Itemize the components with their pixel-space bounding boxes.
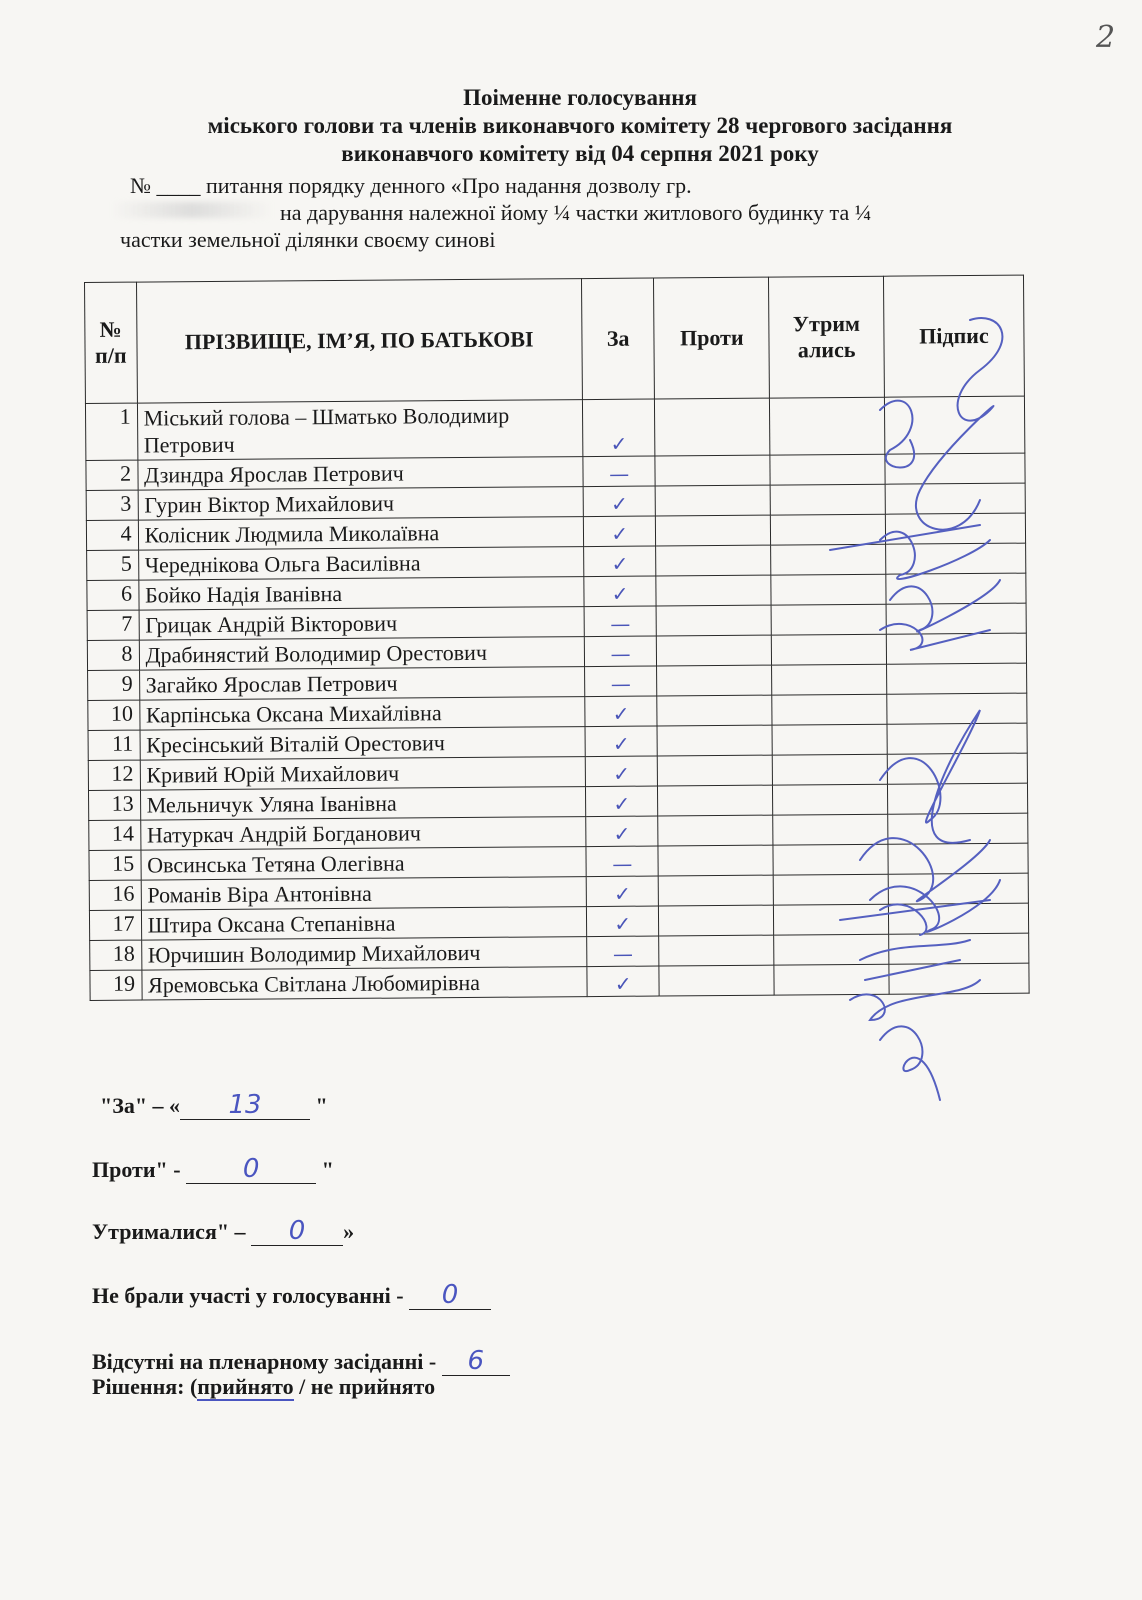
row-against <box>657 665 772 696</box>
row-name: Гурин Віктор Михайлович <box>138 487 584 520</box>
row-name: Яремовська Світлана Любомирівна <box>141 967 587 1000</box>
summary-not-voting-field <box>409 1282 491 1310</box>
row-vote-mark: ✓ <box>582 399 655 457</box>
row-name: Кресінський Віталій Орестович <box>140 727 586 760</box>
col-abstain: Утрим ались <box>769 276 885 398</box>
col-number: № п/п <box>85 282 138 403</box>
row-abstain <box>772 664 887 695</box>
row-abstain <box>772 634 887 665</box>
row-signature <box>887 723 1027 754</box>
row-number: 15 <box>89 850 141 880</box>
summary-for-label: "За" – « <box>100 1093 181 1118</box>
summary-for-value: 13 <box>228 1090 262 1120</box>
summary-absent-label: Відсутні на пленарному засіданні - <box>92 1349 442 1374</box>
summary-abstain-field <box>251 1218 343 1246</box>
row-vote-mark: — <box>587 936 660 967</box>
row-number: 14 <box>89 820 141 850</box>
col-against: Проти <box>654 277 770 399</box>
row-number: 6 <box>87 580 139 610</box>
row-signature <box>886 663 1026 694</box>
summary-against-label: Проти" - <box>92 1157 187 1182</box>
row-number: 13 <box>88 790 140 820</box>
row-signature <box>888 873 1028 904</box>
row-against <box>656 545 771 576</box>
row-abstain <box>771 544 886 575</box>
row-against <box>658 845 773 876</box>
row-signature <box>886 573 1026 604</box>
row-against <box>657 635 772 666</box>
summary-decision-accepted: прийнято <box>197 1374 294 1399</box>
row-abstain <box>772 724 887 755</box>
row-against <box>655 455 770 486</box>
row-against <box>659 965 774 996</box>
row-number: 5 <box>87 550 139 580</box>
row-name: Юрчишин Володимир Михайлович <box>141 937 587 970</box>
row-abstain <box>774 904 889 935</box>
row-name: Мельничук Уляна Іванівна <box>140 787 586 820</box>
row-number: 17 <box>89 910 141 940</box>
summary-not-voting-label: Не брали участі у голосуванні - <box>92 1283 410 1308</box>
summary-abstain-end: » <box>343 1219 355 1244</box>
row-name: Карпінська Оксана Михайлівна <box>139 697 585 730</box>
col-signature: Підпис <box>883 275 1024 397</box>
row-name: Овсинська Тетяна Олегівна <box>141 847 587 880</box>
row-number: 10 <box>88 700 140 730</box>
row-against <box>656 485 771 516</box>
row-signature <box>888 843 1028 874</box>
row-abstain <box>771 514 886 545</box>
row-abstain <box>773 874 888 905</box>
table-row <box>90 963 1029 1000</box>
row-signature <box>888 813 1028 844</box>
summary-abstain-label: Утрималися" – <box>92 1219 252 1244</box>
row-number: 16 <box>89 880 141 910</box>
row-against <box>655 398 770 456</box>
row-abstain <box>771 604 886 635</box>
row-number: 4 <box>86 520 138 550</box>
row-abstain <box>772 754 887 785</box>
row-vote-mark: ✓ <box>586 876 659 907</box>
row-abstain <box>773 784 888 815</box>
row-abstain <box>772 694 887 725</box>
summary-absent-value: 6 <box>467 1346 484 1376</box>
agenda-topic <box>120 172 1050 253</box>
row-signature <box>886 603 1026 634</box>
summary-not-voting <box>92 1282 491 1310</box>
row-abstain <box>771 574 886 605</box>
signature-mark <box>880 1026 940 1100</box>
summary-against-field <box>186 1156 316 1184</box>
topic-line-2: на дарування належної йому ¼ частки житлового будинку та ¼ <box>280 200 872 225</box>
summary-for-end: " <box>310 1093 328 1118</box>
row-number: 12 <box>88 760 140 790</box>
row-vote-mark: ✓ <box>584 576 657 607</box>
document-header <box>110 84 1050 168</box>
row-name: Драбинястий Володимир Орестович <box>139 637 585 670</box>
col-for: За <box>581 278 655 400</box>
table-header-row <box>85 275 1025 403</box>
row-vote-mark: — <box>584 666 657 697</box>
row-name: Череднікова Ольга Василівна <box>138 547 584 580</box>
row-signature <box>885 483 1025 514</box>
vote-rows <box>85 396 1029 1000</box>
row-number: 19 <box>90 970 142 1000</box>
summary-against <box>92 1156 334 1184</box>
row-vote-mark: — <box>584 606 657 637</box>
row-vote-mark: — <box>583 456 656 487</box>
summary-not-voting-value: 0 <box>441 1280 459 1310</box>
row-signature <box>885 453 1025 484</box>
row-name: Бойко Надія Іванівна <box>138 577 584 610</box>
row-abstain <box>770 484 885 515</box>
row-against <box>659 935 774 966</box>
row-signature <box>886 633 1026 664</box>
row-number: 9 <box>88 670 140 700</box>
row-number: 2 <box>86 460 138 490</box>
row-name: Романів Віра Антонівна <box>141 877 587 910</box>
summary-abstain <box>92 1218 354 1246</box>
row-vote-mark: ✓ <box>585 786 658 817</box>
row-name: Дзиндра Ярослав Петрович <box>137 457 583 490</box>
row-number: 7 <box>87 610 139 640</box>
row-number: 3 <box>86 490 138 520</box>
row-name: Загайко Ярослав Петрович <box>139 667 585 700</box>
row-signature <box>885 513 1025 544</box>
row-against <box>659 905 774 936</box>
summary-abstain-value: 0 <box>288 1216 306 1246</box>
row-name: Грицак Андрій Вікторович <box>139 607 585 640</box>
summary-decision <box>92 1374 435 1400</box>
row-against <box>659 875 774 906</box>
summary-against-value: 0 <box>242 1154 260 1184</box>
row-abstain <box>770 397 885 455</box>
row-signature <box>887 693 1027 724</box>
row-vote-mark: ✓ <box>583 546 656 577</box>
row-against <box>656 575 771 606</box>
summary-decision-rest: / не прийнято <box>293 1374 436 1399</box>
summary-for <box>100 1092 328 1120</box>
page-number: 2 <box>1096 20 1116 55</box>
row-signature <box>889 933 1029 964</box>
summary-absent-field <box>442 1348 510 1376</box>
summary-decision-label: Рішення: ( <box>92 1374 198 1399</box>
summary-against-end: " <box>316 1157 334 1182</box>
summary-absent <box>92 1348 510 1376</box>
table-row <box>85 396 1024 460</box>
row-vote-mark: ✓ <box>587 966 660 997</box>
row-vote-mark: ✓ <box>583 516 656 547</box>
row-number: 1 <box>85 403 137 460</box>
row-against <box>658 755 773 786</box>
row-name: Штира Оксана Степанівна <box>141 907 587 940</box>
row-vote-mark: ✓ <box>585 726 658 757</box>
topic-line-3: частки земельної ділянки своєму синові <box>120 227 496 252</box>
row-abstain <box>770 454 885 485</box>
row-number: 11 <box>88 730 140 760</box>
row-abstain <box>774 964 889 995</box>
summary-for-field <box>180 1092 310 1120</box>
row-number: 8 <box>87 640 139 670</box>
row-signature <box>887 783 1027 814</box>
row-signature <box>888 903 1028 934</box>
row-against <box>658 785 773 816</box>
row-vote-mark: — <box>586 846 659 877</box>
row-abstain <box>773 844 888 875</box>
header-line-3: виконавчого комітету від 04 серпня 2021 року <box>341 141 819 166</box>
header-title: Поіменне голосування <box>463 85 697 110</box>
row-number: 18 <box>90 940 142 970</box>
row-vote-mark: ✓ <box>585 756 658 787</box>
vote-table <box>84 275 1030 1001</box>
row-abstain <box>774 934 889 965</box>
row-name: Кривий Юрій Михайлович <box>140 757 586 790</box>
row-signature <box>884 396 1024 454</box>
row-name: Колісник Людмила Миколаївна <box>138 517 584 550</box>
topic-line-1: № ____ питання порядку денного «Про надання дозволу гр. <box>130 173 692 198</box>
row-vote-mark: ✓ <box>583 486 656 517</box>
row-signature <box>887 753 1027 784</box>
row-against <box>657 605 772 636</box>
row-against <box>657 725 772 756</box>
row-abstain <box>773 814 888 845</box>
row-vote-mark: ✓ <box>585 696 658 727</box>
row-vote-mark: — <box>584 636 657 667</box>
row-name: Натуркач Андрій Богданович <box>140 817 586 850</box>
redacted-name <box>112 202 272 218</box>
row-against <box>656 515 771 546</box>
header-line-2: міського голови та членів виконавчого комітету 28 чергового засідання <box>207 113 953 138</box>
row-against <box>658 815 773 846</box>
row-vote-mark: ✓ <box>586 906 659 937</box>
row-name: Міський голова – Шматько Володимир Петрович <box>137 400 583 460</box>
row-vote-mark: ✓ <box>586 816 659 847</box>
row-against <box>657 695 772 726</box>
col-name: ПРІЗВИЩЕ, ІМ’Я, ПО БАТЬКОВІ <box>136 279 582 403</box>
row-signature <box>889 963 1029 994</box>
row-signature <box>886 543 1026 574</box>
